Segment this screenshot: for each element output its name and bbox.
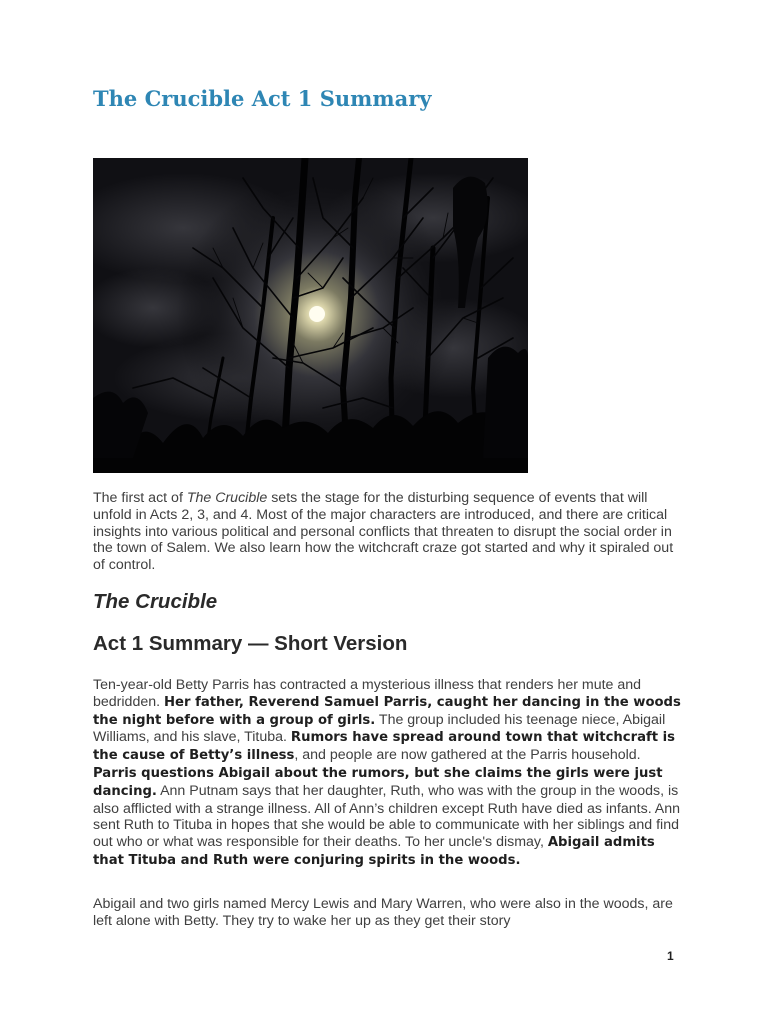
section-heading-short-version: Act 1 Summary — Short Version — [93, 632, 408, 655]
intro-work-title: The Crucible — [186, 490, 268, 506]
summary-highlight-4: Abigail admits that Tituba and Ruth were conjuring spirits in the woods. — [93, 835, 655, 868]
summary-highlight-1: Her father, Reverend Samuel Parris, caught her dancing in the woods the night before with a group of girls. — [93, 694, 681, 728]
summary-highlight-2: Rumors have spread around town that witchcraft is the cause of Betty’s illness — [93, 730, 676, 764]
section-heading-work-title: The Crucible — [93, 590, 218, 613]
summary-highlight-3: Parris questions Abigail about the rumors, but she claims the girls were just dancing. — [93, 765, 663, 799]
page-title: The Crucible Act 1 Summary — [93, 86, 432, 111]
page-number: 1 — [667, 949, 674, 963]
intro-paragraph: The first act of The Crucible sets the stage for the disturbing sequence of events that will unfold in Acts 2, 3, and 4. Most of the major characters are introduced, and there are critical insights into various political and personal conflicts that threaten to disrupt the social order in the town of Salem. We also learn how the witchcraft craze got started and why it spiraled out of control. — [93, 490, 674, 574]
summary-paragraph: Ten-year-old Betty Parris has contracted a mysterious illness that renders her mute and bedridden. Her father, Reverend Samuel Parris, caught her dancing in the woods the night before with a group of girls. The group included his teenage niece, Abigail Williams, and his slave, Tituba. Rumors have spread around town that witchcraft is the cause of Betty’s illness, and people are now gathered at the Parris household. Parris questions Abigail about the rumors, but she claims the girls were just dancing. Ann Putnam says that her daughter, Ruth, who was with the group in the woods, is also afflicted with a strange illness. All of Ann’s children except Ruth have died as infants. Ann sent Ruth to Tituba in hopes that she would be able to communicate with her siblings and find out who or what was responsible for their deaths. To her uncle's dismay, Abigail admits that Tituba and Ruth were conjuring spirits in the woods. — [93, 677, 681, 868]
moon-night-photo — [93, 158, 528, 473]
continuation-paragraph: Abigail and two girls named Mercy Lewis and Mary Warren, who were also in the woods, are left alone with Betty. They try to wake her up as they get their story — [93, 896, 673, 929]
